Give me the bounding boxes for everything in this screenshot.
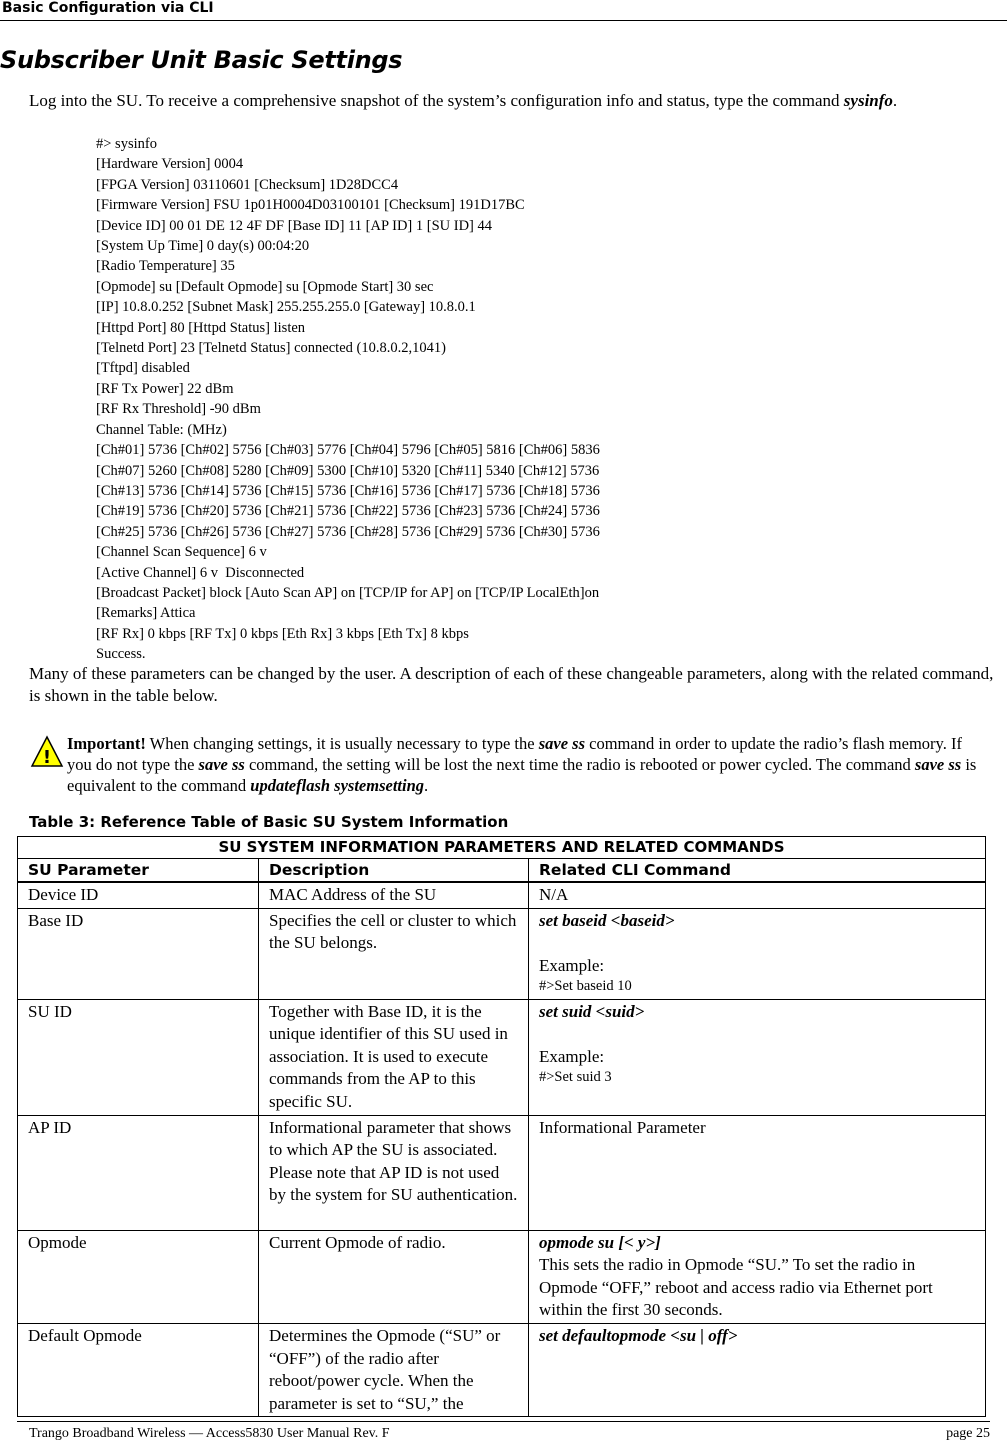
important-note [67, 733, 977, 796]
cli-line: [Httpd Port] 80 [Httpd Status] listen [96, 319, 306, 336]
cell-parameter: SU ID [18, 999, 259, 1115]
cell-description: Current Opmode of radio. [259, 1230, 529, 1323]
reference-table [17, 836, 986, 1417]
table-row [18, 1323, 986, 1416]
footer-page-number: page 25 [946, 1426, 990, 1441]
warning-icon [30, 735, 64, 769]
cell-command [529, 908, 986, 999]
cli-line: [Ch#25] 5736 [Ch#26] 5736 [Ch#27] 5736 [Ch#28] 5736 [Ch#29] 5736 [Ch#30] 5736 [96, 523, 600, 540]
footer-manual-title: Trango Broadband Wireless — Access5830 User Manual Rev. F [29, 1426, 390, 1441]
cell-command [529, 1323, 986, 1416]
cli-line: [Telnetd Port] 23 [Telnetd Status] connected (10.8.0.2,1041) [96, 340, 446, 357]
cli-line: #> sysinfo [96, 136, 157, 152]
cell-description: Informational parameter that shows to which AP the SU is associated. Please note that AP ID is not used by the system for SU authentication. [259, 1115, 529, 1230]
command-save-ss-3: save ss [914, 755, 962, 774]
cell-description: Specifies the cell or cluster to which the SU belongs. [259, 908, 529, 999]
table-row [18, 882, 986, 908]
cell-parameter: Opmode [18, 1230, 259, 1323]
cell-command [529, 882, 986, 908]
cli-line: [RF Rx Threshold] -90 dBm [96, 401, 261, 418]
cell-description: Determines the Opmode (“SU” or “OFF”) of the radio after reboot/power cycle. When the parameter is set to “SU,” the [259, 1323, 529, 1416]
table-row [18, 908, 986, 999]
cell-command [529, 1230, 986, 1323]
cli-line: [Ch#07] 5260 [Ch#08] 5280 [Ch#09] 5300 [Ch#10] 5320 [Ch#11] 5340 [Ch#12] 5736 [96, 462, 600, 479]
cli-line: [System Up Time] 0 day(s) 00:04:20 [96, 238, 310, 255]
example-label: Example: [539, 955, 605, 975]
example-command: #>Set suid 3 [539, 1069, 612, 1086]
cell-description: Together with Base ID, it is the unique identifier of this SU used in association. It is used to execute commands from the AP to this specific SU. [259, 999, 529, 1115]
table-banner: SU SYSTEM INFORMATION PARAMETERS AND RELATED COMMANDS [18, 837, 986, 859]
svg-text:!: ! [42, 747, 52, 768]
running-header [0, 0, 1007, 21]
cell-parameter: AP ID [18, 1115, 259, 1230]
command-text: set baseid <baseid> [539, 910, 675, 930]
important-label: Important! [67, 734, 146, 753]
command-text: set defaultopmode <su | off> [539, 1325, 738, 1345]
example-command: #>Set baseid 10 [539, 978, 632, 995]
important-text-3: command, the setting will be lost the next time the radio is rebooted or power cycled. The command [244, 755, 915, 774]
cli-line: [Channel Scan Sequence] 6 v [96, 544, 267, 561]
cli-line: [Firmware Version] FSU 1p01H0004D03100101 [Checksum] 191D17BC [96, 197, 525, 214]
command-text: Informational Parameter [539, 1117, 706, 1137]
page-title: Subscriber Unit Basic Settings [0, 46, 403, 74]
header-title: Basic Configuration via CLI [2, 0, 214, 16]
table-row [18, 1230, 986, 1323]
cli-line: [Tftpd] disabled [96, 360, 190, 377]
cli-line: [IP] 10.8.0.252 [Subnet Mask] 255.255.255.0 [Gateway] 10.8.0.1 [96, 299, 476, 316]
cli-line: [FPGA Version] 03110601 [Checksum] 1D28DCC4 [96, 176, 399, 193]
cli-line: [RF Rx] 0 kbps [RF Tx] 0 kbps [Eth Rx] 3 kbps [Eth Tx] 8 kbps [96, 625, 469, 642]
cli-line: [Ch#13] 5736 [Ch#14] 5736 [Ch#15] 5736 [Ch#16] 5736 [Ch#17] 5736 [Ch#18] 5736 [96, 482, 600, 499]
spacer [539, 932, 975, 955]
cli-line: [Active Channel] 6 v Disconnected [96, 564, 305, 581]
important-text-2: command in order to update the radio’s flash memory. If you do not type the [67, 734, 962, 774]
command-text: N/A [539, 885, 569, 904]
intro-text-end: . [892, 91, 898, 110]
cell-command [529, 1115, 986, 1230]
cli-line: [Opmode] su [Default Opmode] su [Opmode Start] 30 sec [96, 278, 434, 295]
command-text: opmode su [< y>] [539, 1232, 661, 1252]
intro-paragraph [29, 90, 994, 111]
table-caption: Table 3: Reference Table of Basic SU System Information [29, 813, 509, 831]
spacer [539, 1023, 975, 1046]
cli-line: [Device ID] 00 01 DE 12 4F DF [Base ID] 11 [AP ID] 1 [SU ID] 44 [96, 217, 492, 234]
cli-line: Channel Table: (MHz) [96, 421, 227, 438]
example-label: Example: [539, 1046, 605, 1066]
command-note: This sets the radio in Opmode “SU.” To set the radio in Opmode “OFF,” reboot and access radio via Ethernet port within the first 30 seconds. [539, 1255, 933, 1320]
cell-parameter: Base ID [18, 908, 259, 999]
command-updateflash: updateflash systemsetting [250, 776, 424, 795]
cli-line: [Hardware Version] 0004 [96, 156, 244, 173]
page-footer [17, 1421, 990, 1443]
column-header-parameter: SU Parameter [18, 859, 259, 883]
cell-parameter: Default Opmode [18, 1323, 259, 1416]
important-text-1: When changing settings, it is usually necessary to type the [145, 734, 539, 753]
cli-line: [Remarks] Attica [96, 605, 196, 622]
command-save-ss-1: save ss [538, 734, 585, 753]
table-row [18, 999, 986, 1115]
cli-line: [Ch#19] 5736 [Ch#20] 5736 [Ch#21] 5736 [Ch#22] 5736 [Ch#23] 5736 [Ch#24] 5736 [96, 503, 600, 520]
table-header-row [18, 859, 986, 883]
cli-line: [Ch#01] 5736 [Ch#02] 5756 [Ch#03] 5776 [Ch#04] 5796 [Ch#05] 5816 [Ch#06] 5836 [96, 442, 600, 459]
cli-line: [Radio Temperature] 35 [96, 258, 235, 275]
table-row [18, 1115, 986, 1230]
intro-command: sysinfo [843, 91, 893, 110]
cell-description: MAC Address of the SU [259, 882, 529, 908]
cell-command [529, 999, 986, 1115]
cli-output-block [96, 134, 600, 665]
command-text: set suid <suid> [539, 1001, 645, 1021]
command-save-ss-2: save ss [198, 755, 245, 774]
intro-text: Log into the SU. To receive a comprehensive snapshot of the system’s configuration info and status, type the command [29, 91, 844, 110]
column-header-command: Related CLI Command [529, 859, 986, 883]
cell-parameter: Device ID [18, 882, 259, 908]
column-header-description: Description [259, 859, 529, 883]
important-text-5: . [424, 776, 429, 795]
description-paragraph: Many of these parameters can be changed by the user. A description of each of these changeable parameters, along with the related command, is shown in the table below. [29, 664, 994, 705]
table-banner-row [18, 837, 986, 859]
cli-line: [RF Tx Power] 22 dBm [96, 380, 234, 397]
cli-line: Success. [96, 646, 146, 663]
important-text-4: is equivalent to the command [67, 755, 977, 795]
cli-line: [Broadcast Packet] block [Auto Scan AP] on [TCP/IP for AP] on [TCP/IP LocalEth]on [96, 584, 600, 601]
